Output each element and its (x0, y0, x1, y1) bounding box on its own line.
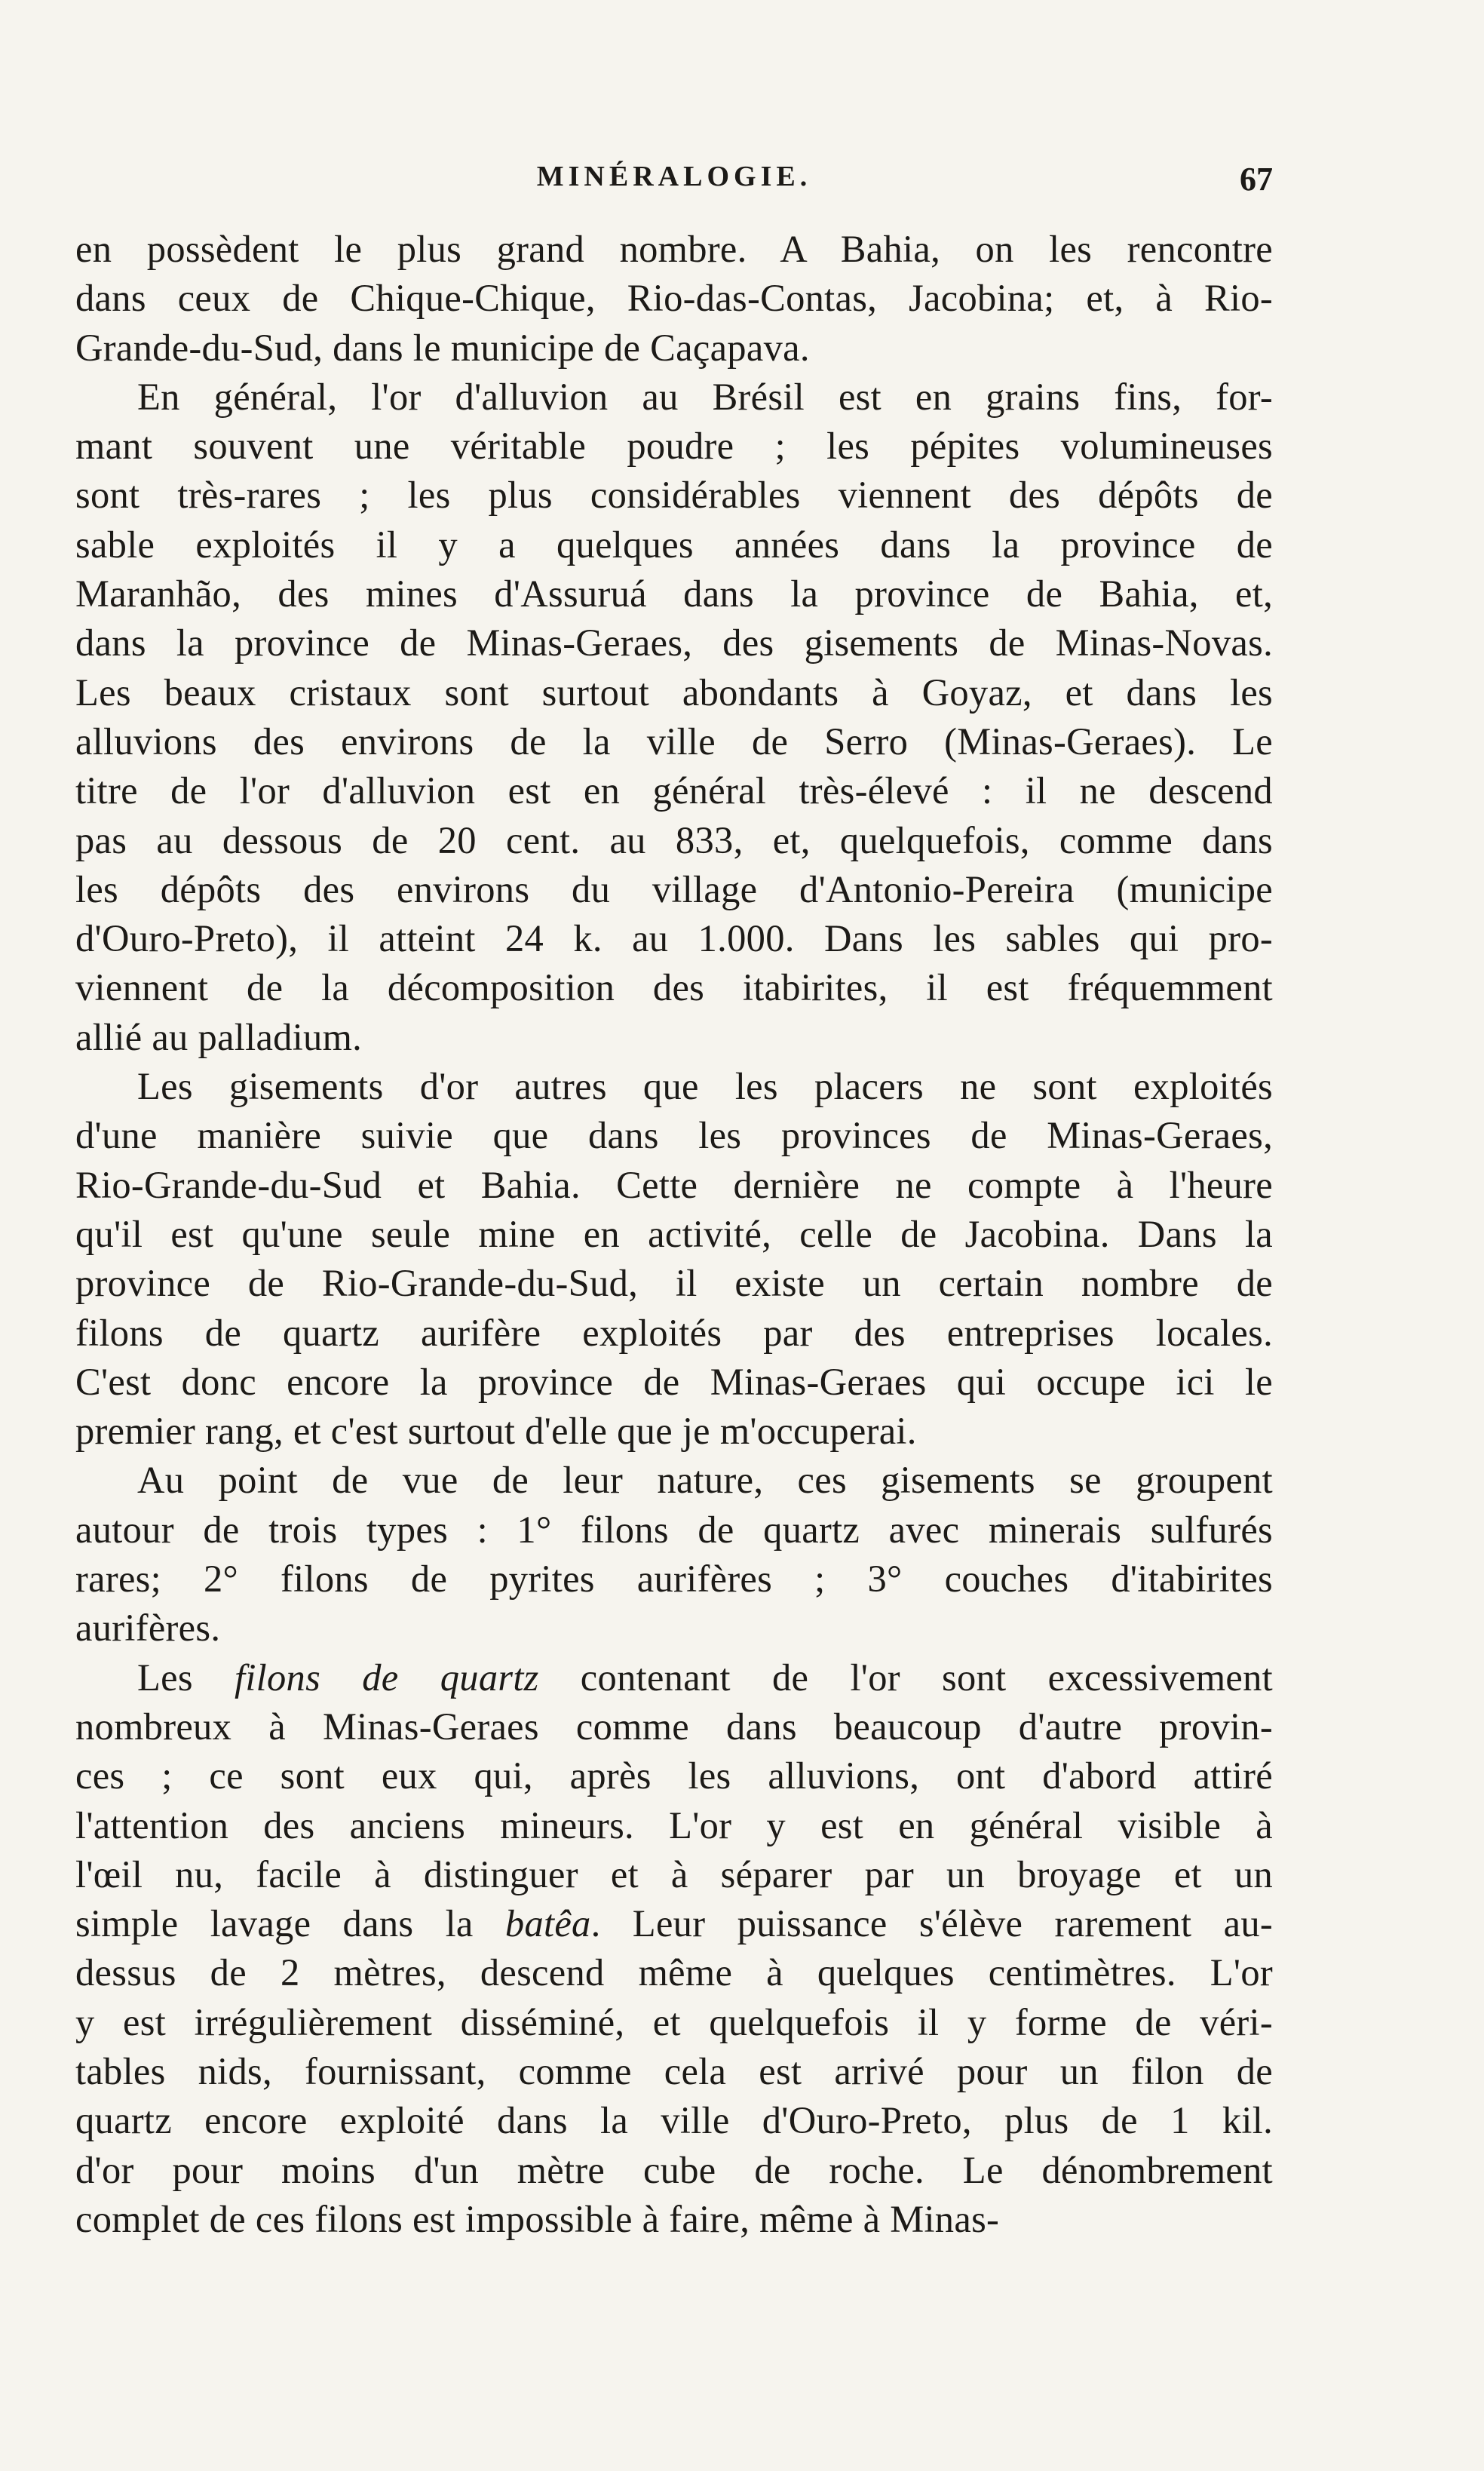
running-title: MINÉRALOGIE. (536, 161, 812, 192)
text-line: Grande-du-Sud, dans le municipe de Caçapava. (75, 326, 810, 369)
text-segment: dessus de 2 mètres, descend même à quelques centimètres. L'or (75, 1951, 1273, 1994)
text-line: En général, l'or d'alluvion au Brésil est en grains fins, for- (137, 375, 1273, 418)
italic-term: batêa (504, 1902, 591, 1945)
text-line: alluvions des environs de la ville de Serro (Minas-Geraes). Le (75, 720, 1273, 763)
paragraph (75, 1653, 1273, 2245)
body-text (75, 225, 1273, 2244)
text-line (75, 1702, 1273, 1751)
text-line (75, 1850, 1273, 1899)
text-segment: Les (137, 1656, 235, 1699)
paragraph (75, 225, 1273, 373)
text-line: mant souvent une véritable poudre ; les pépites volumineuses (75, 425, 1273, 468)
text-line: sont très-rares ; les plus considérables viennent des dépôts de (75, 474, 1273, 517)
text-line: premier rang, et c'est surtout d'elle que je m'occuperai. (75, 1410, 917, 1453)
text-line: d'une manière suivie que dans les provinces de Minas-Geraes, (75, 1114, 1273, 1157)
text-segment: y est irrégulièrement disséminé, et quelquefois il y forme de véri- (75, 2000, 1273, 2043)
text-segment: l'œil nu, facile à distinguer et à séparer par un broyage et un (75, 1852, 1273, 1895)
text-segment: contenant de l'or sont excessivement (538, 1656, 1273, 1699)
text-line (75, 1653, 1273, 1702)
text-segment: l'attention des anciens mineurs. L'or y est en général visible à (75, 1803, 1273, 1846)
text-segment: complet de ces filons est impossible à faire, même à Minas- (75, 2197, 1000, 2240)
text-line: sable exploités il y a quelques années dans la province de (75, 523, 1273, 566)
text-line (75, 2146, 1273, 2195)
text-segment: simple lavage dans la (75, 1902, 505, 1945)
text-line (75, 2096, 1273, 2145)
text-line (75, 1998, 1273, 2047)
text-line: allié au palladium. (75, 1015, 363, 1058)
text-line: qu'il est qu'une seule mine en activité, celle de Jacobina. Dans la (75, 1212, 1273, 1255)
text-line: viennent de la décomposition des itabirites, il est fréquemment (75, 966, 1273, 1009)
text-line: aurifères. (75, 1607, 221, 1650)
text-line: d'Ouro-Preto), il atteint 24 k. au 1.000. Dans les sables qui pro- (75, 917, 1273, 960)
text-line: autour de trois types : 1° filons de quartz avec minerais sulfurés (75, 1508, 1273, 1551)
text-line: dans la province de Minas-Geraes, des gisements de Minas-Novas. (75, 622, 1273, 665)
page-number: 67 (1240, 161, 1273, 198)
text-line: les dépôts des environs du village d'Antonio-Pereira (municipe (75, 867, 1273, 910)
text-line: titre de l'or d'alluvion est en général très-élevé : il ne descend (75, 769, 1273, 812)
paragraph (75, 1456, 1273, 1653)
text-segment: ces ; ce sont eux qui, après les alluvions, ont d'abord attiré (75, 1754, 1273, 1797)
text-line: Les gisements d'or autres que les placers ne sont exploités (137, 1065, 1273, 1108)
text-line: province de Rio-Grande-du-Sud, il existe un certain nombre de (75, 1262, 1273, 1305)
text-segment: quartz encore exploité dans la ville d'Ouro-Preto, plus de 1 kil. (75, 2099, 1273, 2142)
text-line: pas au dessous de 20 cent. au 833, et, quelquefois, comme dans (75, 818, 1273, 861)
text-line: filons de quartz aurifère exploités par des entreprises locales. (75, 1311, 1273, 1354)
text-line: C'est donc encore la province de Minas-Geraes qui occupe ici le (75, 1360, 1273, 1403)
text-line (75, 2047, 1273, 2096)
text-segment: nombreux à Minas-Geraes comme dans beaucoup d'autre provin- (75, 1705, 1273, 1748)
text-segment: . Leur puissance s'élève rarement au- (590, 1902, 1274, 1945)
text-segment: d'or pour moins d'un mètre cube de roche. Le dénombrement (75, 2148, 1273, 2191)
text-line: Maranhão, des mines d'Assuruá dans la province de Bahia, et, (75, 572, 1273, 615)
page-header (75, 160, 1273, 205)
paragraph (75, 373, 1273, 1062)
text-line: rares; 2° filons de pyrites aurifères ; 3° couches d'itabirites (75, 1558, 1273, 1601)
italic-term: filons de quartz (235, 1656, 539, 1699)
text-line: Au point de vue de leur nature, ces gisements se groupent (137, 1459, 1273, 1502)
text-line (75, 2195, 1273, 2244)
text-segment: tables nids, fournissant, comme cela est arrivé pour un filon de (75, 2049, 1273, 2092)
text-line (75, 1751, 1273, 1800)
text-line: dans ceux de Chique-Chique, Rio-das-Contas, Jacobina; et, à Rio- (75, 277, 1273, 320)
text-line: Les beaux cristaux sont surtout abondants à Goyaz, et dans les (75, 671, 1273, 714)
text-line (75, 1948, 1273, 1997)
text-line (75, 1801, 1273, 1850)
text-line: en possèdent le plus grand nombre. A Bahia, on les rencontre (75, 228, 1273, 270)
text-line (75, 1899, 1273, 1948)
text-line: Rio-Grande-du-Sud et Bahia. Cette dernière ne compte à l'heure (75, 1163, 1273, 1206)
paragraph (75, 1062, 1273, 1456)
